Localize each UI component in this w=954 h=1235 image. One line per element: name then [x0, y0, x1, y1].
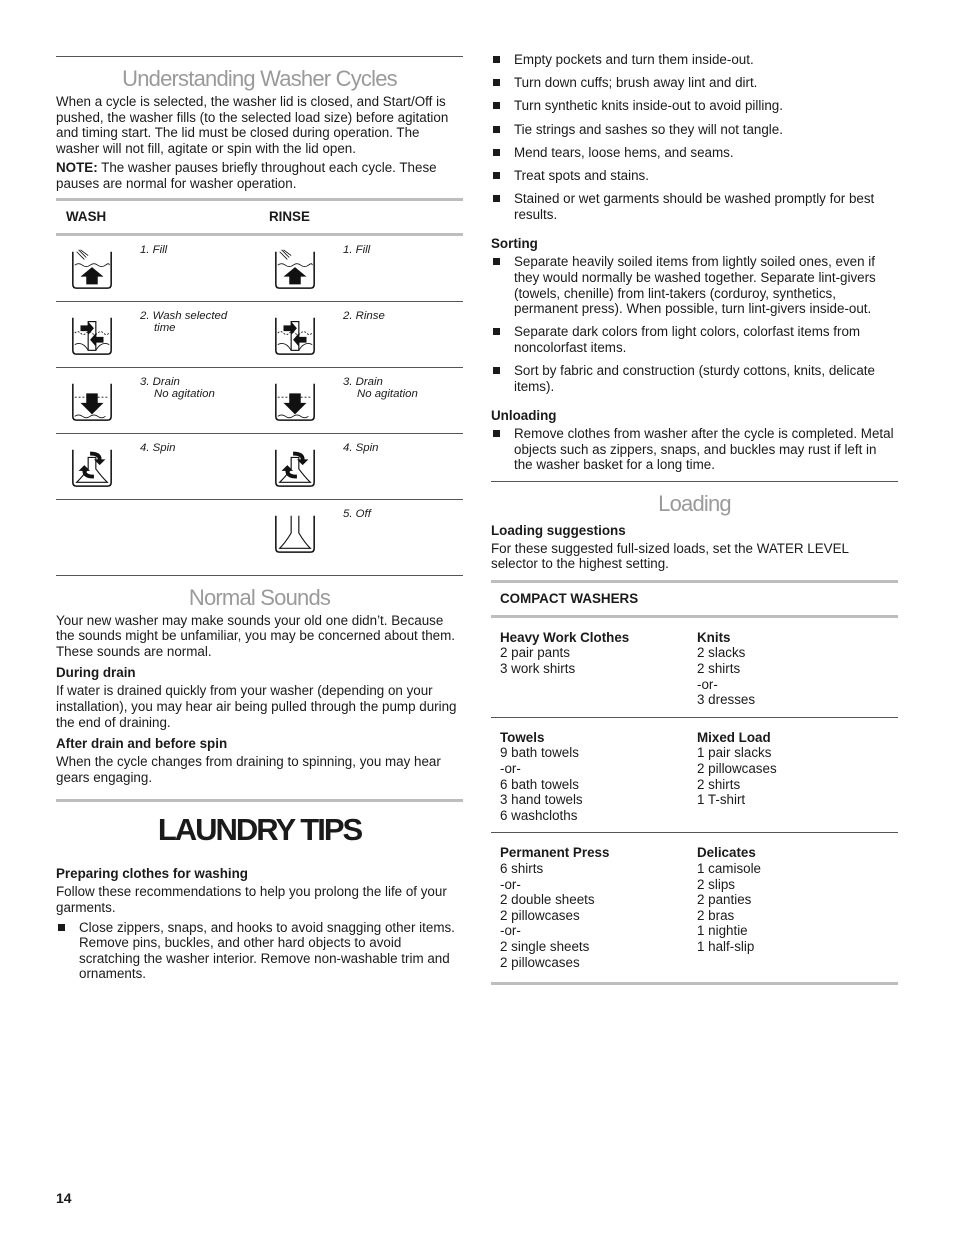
- wash-step-label: [128, 236, 167, 301]
- bullet-item: Empty pockets and turn them inside-out.: [491, 52, 898, 68]
- load-item: 1 T-shirt: [697, 792, 746, 808]
- load-item: 2 pair pants: [500, 645, 570, 661]
- cycle-row: [56, 434, 463, 500]
- cycles-table: [56, 236, 463, 575]
- step-detail: time: [154, 321, 176, 334]
- drain-icon: [56, 368, 128, 433]
- load-item: 3 work shirts: [500, 661, 576, 676]
- load-table-header: COMPACT WASHERS: [491, 580, 898, 618]
- wash-step-label: [128, 302, 227, 367]
- step-name: 4. Spin: [343, 441, 379, 454]
- load-row: [491, 833, 898, 985]
- loading-suggestions-heading: Loading suggestions: [491, 522, 626, 538]
- cycle-row: [56, 302, 463, 368]
- sounds-heading: Normal Sounds: [188, 584, 331, 610]
- unloading-heading: Unloading: [491, 408, 557, 424]
- section-divider: [491, 481, 898, 482]
- step-name: 3. Drain: [343, 375, 383, 388]
- load-table: [491, 618, 898, 985]
- load-item: 2 pillowcases: [500, 907, 580, 923]
- rinse-step-label: [331, 302, 385, 367]
- bullet-item: Separate dark colors from light colors, colorfast items from noncolorfast items.: [491, 324, 898, 355]
- section-divider: [56, 56, 463, 57]
- cycles-intro: When a cycle is selected, the washer lid is closed, and Start/Off is pushed, the washer fills (to the selected load size) before agitation and timing start. The lid must be closed during operation. The washer will not fill, agitate or spin with the lid open.: [56, 94, 449, 156]
- bullet-item: Stained or wet garments should be washed promptly for best results.: [491, 191, 898, 222]
- step-name: 2. Rinse: [343, 309, 385, 322]
- load-item: 3 dresses: [697, 692, 756, 708]
- load-item: 2 slacks: [697, 645, 746, 661]
- load-row: [491, 718, 898, 834]
- cycles-table-header: [56, 198, 463, 236]
- load-item: 6 bath towels: [500, 776, 579, 792]
- wash-header: WASH: [66, 209, 107, 225]
- sounds-intro: Your new washer may make sounds your old one didn’t. Because the sounds might be unfamiliar, you may be concerned about them. These sounds are normal.: [56, 612, 455, 659]
- bullet-item: Mend tears, loose hems, and seams.: [491, 145, 898, 161]
- section-divider: [56, 799, 463, 802]
- load-item: 9 bath towels: [500, 745, 579, 761]
- bullet-item: Tie strings and sashes so they will not tangle.: [491, 122, 898, 138]
- during-drain-text: If water is drained quickly from your washer (depending on your installation), you may hear air being pulled through the pump during the end of draining.: [56, 683, 457, 730]
- prep-bullet-list: [491, 52, 898, 222]
- bullet-item: Sort by fabric and construction (sturdy cottons, knits, delicate items).: [491, 363, 898, 394]
- bullet-item: Treat spots and stains.: [491, 168, 898, 184]
- spin-icon: [56, 434, 128, 499]
- wash-step-label: [128, 368, 215, 433]
- load-item: 2 shirts: [697, 661, 741, 676]
- load-group: [500, 630, 697, 708]
- load-item: 2 panties: [697, 892, 752, 908]
- load-item: 2 shirts: [697, 776, 741, 792]
- load-group-title: Permanent Press: [500, 845, 610, 861]
- load-item: 2 pillowcases: [500, 954, 580, 970]
- load-item: 2 single sheets: [500, 938, 590, 954]
- rinse-step-label: [331, 236, 370, 301]
- section-divider: [56, 575, 463, 576]
- rinse-step-cell: [259, 500, 462, 575]
- sorting-list: [491, 254, 898, 394]
- step-name: 5. Off: [343, 507, 371, 520]
- rinse-step-label: [331, 500, 371, 575]
- loading-suggestions-text: For these suggested full-sized loads, set the WATER LEVEL selector to the highest setting.: [491, 540, 849, 572]
- load-group: [697, 730, 894, 824]
- load-group-title: Heavy Work Clothes: [500, 629, 630, 645]
- rinse-header: RINSE: [269, 209, 310, 225]
- wash-step-cell: [56, 368, 259, 433]
- cycle-row: [56, 500, 463, 575]
- step-detail: No agitation: [357, 387, 418, 400]
- after-drain-text: When the cycle changes from draining to spinning, you may hear gears engaging.: [56, 754, 441, 785]
- after-drain-heading: After drain and before spin: [56, 736, 228, 752]
- step-name: 4. Spin: [140, 441, 176, 454]
- load-group-title: Mixed Load: [697, 729, 771, 745]
- bullet-item: Turn down cuffs; brush away lint and dirt.: [491, 75, 898, 91]
- laundry-tips-title: LAUNDRY TIPS: [157, 812, 362, 848]
- preparing-text: Follow these recommendations to help you prolong the life of your garments.: [56, 884, 447, 915]
- agitate-icon: [259, 302, 331, 367]
- load-group: [500, 845, 697, 970]
- bullet-item: Separate heavily soiled items from lightly soiled ones, even if they would normally be washed together. Separate lint-givers (towels, chenille) from lint-takers (corduroy, synthetics, permanent press). When possible, turn lint-givers inside-out.: [491, 254, 898, 316]
- load-item: 2 double sheets: [500, 892, 595, 908]
- page-number: 14: [56, 1190, 72, 1206]
- load-group-title: Towels: [500, 729, 545, 745]
- unloading-list: [491, 426, 898, 473]
- load-item: 6 shirts: [500, 860, 544, 876]
- step-name: 1. Fill: [140, 243, 168, 256]
- cycles-heading: Understanding Washer Cycles: [122, 66, 397, 91]
- cycles-note: [56, 160, 463, 191]
- rinse-step-label: [331, 368, 418, 433]
- cycle-row: [56, 368, 463, 434]
- load-group-title: Delicates: [697, 845, 756, 861]
- load-item: 3 hand towels: [500, 792, 583, 808]
- rinse-step-cell: [259, 368, 462, 433]
- preparing-list: [56, 920, 463, 982]
- load-item: 2 pillowcases: [697, 760, 777, 776]
- bullet-item: Turn synthetic knits inside-out to avoid pilling.: [491, 98, 898, 114]
- load-item: 1 camisole: [697, 860, 762, 876]
- step-name: 1. Fill: [343, 243, 371, 256]
- step-detail: No agitation: [154, 387, 215, 400]
- bullet-item: Remove clothes from washer after the cycle is completed. Metal objects such as zippers, snaps, and buckles may rust if left in the washer basket for a long time.: [491, 426, 898, 473]
- note-text: The washer pauses briefly throughout each cycle. These pauses are normal for washer operation.: [56, 160, 437, 191]
- wash-step-cell: [56, 236, 259, 301]
- rinse-step-cell: [259, 434, 462, 499]
- load-item: 1 half-slip: [697, 938, 755, 954]
- load-group: [697, 630, 894, 708]
- during-drain-heading: During drain: [56, 665, 136, 681]
- load-group: [697, 845, 894, 970]
- fill-icon: [56, 236, 128, 301]
- left-column: [56, 56, 463, 989]
- agitate-icon: [56, 302, 128, 367]
- load-item: 2 bras: [697, 907, 735, 923]
- load-item: -or-: [500, 876, 521, 892]
- fill-icon: [259, 236, 331, 301]
- load-item: -or-: [500, 760, 521, 776]
- rinse-step-cell: [259, 236, 462, 301]
- rinse-step-cell: [259, 302, 462, 367]
- load-row: [491, 618, 898, 718]
- step-name: 2. Wash selected: [140, 309, 228, 322]
- spin-icon: [259, 434, 331, 499]
- load-item: 6 washcloths: [500, 807, 578, 823]
- off-icon: [259, 500, 331, 575]
- cycle-row: [56, 236, 463, 302]
- load-group: [500, 730, 697, 824]
- load-item: 1 pair slacks: [697, 745, 772, 761]
- wash-step-cell: [56, 434, 259, 499]
- wash-step-cell: [56, 500, 259, 575]
- load-item: -or-: [697, 676, 718, 692]
- right-column: [491, 50, 898, 985]
- sorting-heading: Sorting: [491, 236, 538, 252]
- wash-step-cell: [56, 302, 259, 367]
- preparing-heading: Preparing clothes for washing: [56, 866, 248, 882]
- load-item: 2 slips: [697, 876, 735, 892]
- drain-icon: [259, 368, 331, 433]
- note-label: NOTE:: [56, 160, 98, 176]
- load-group-title: Knits: [697, 629, 731, 645]
- bullet-item: Close zippers, snaps, and hooks to avoid snagging other items. Remove pins, buckles, and other hard objects to avoid scratching the washer interior. Remove non-washable trim and ornaments.: [56, 920, 463, 982]
- wash-step-label: [128, 434, 175, 499]
- load-item: 1 nightie: [697, 923, 748, 939]
- rinse-step-label: [331, 434, 378, 499]
- loading-heading: Loading: [658, 490, 731, 516]
- step-name: 3. Drain: [140, 375, 180, 388]
- load-item: -or-: [500, 923, 521, 939]
